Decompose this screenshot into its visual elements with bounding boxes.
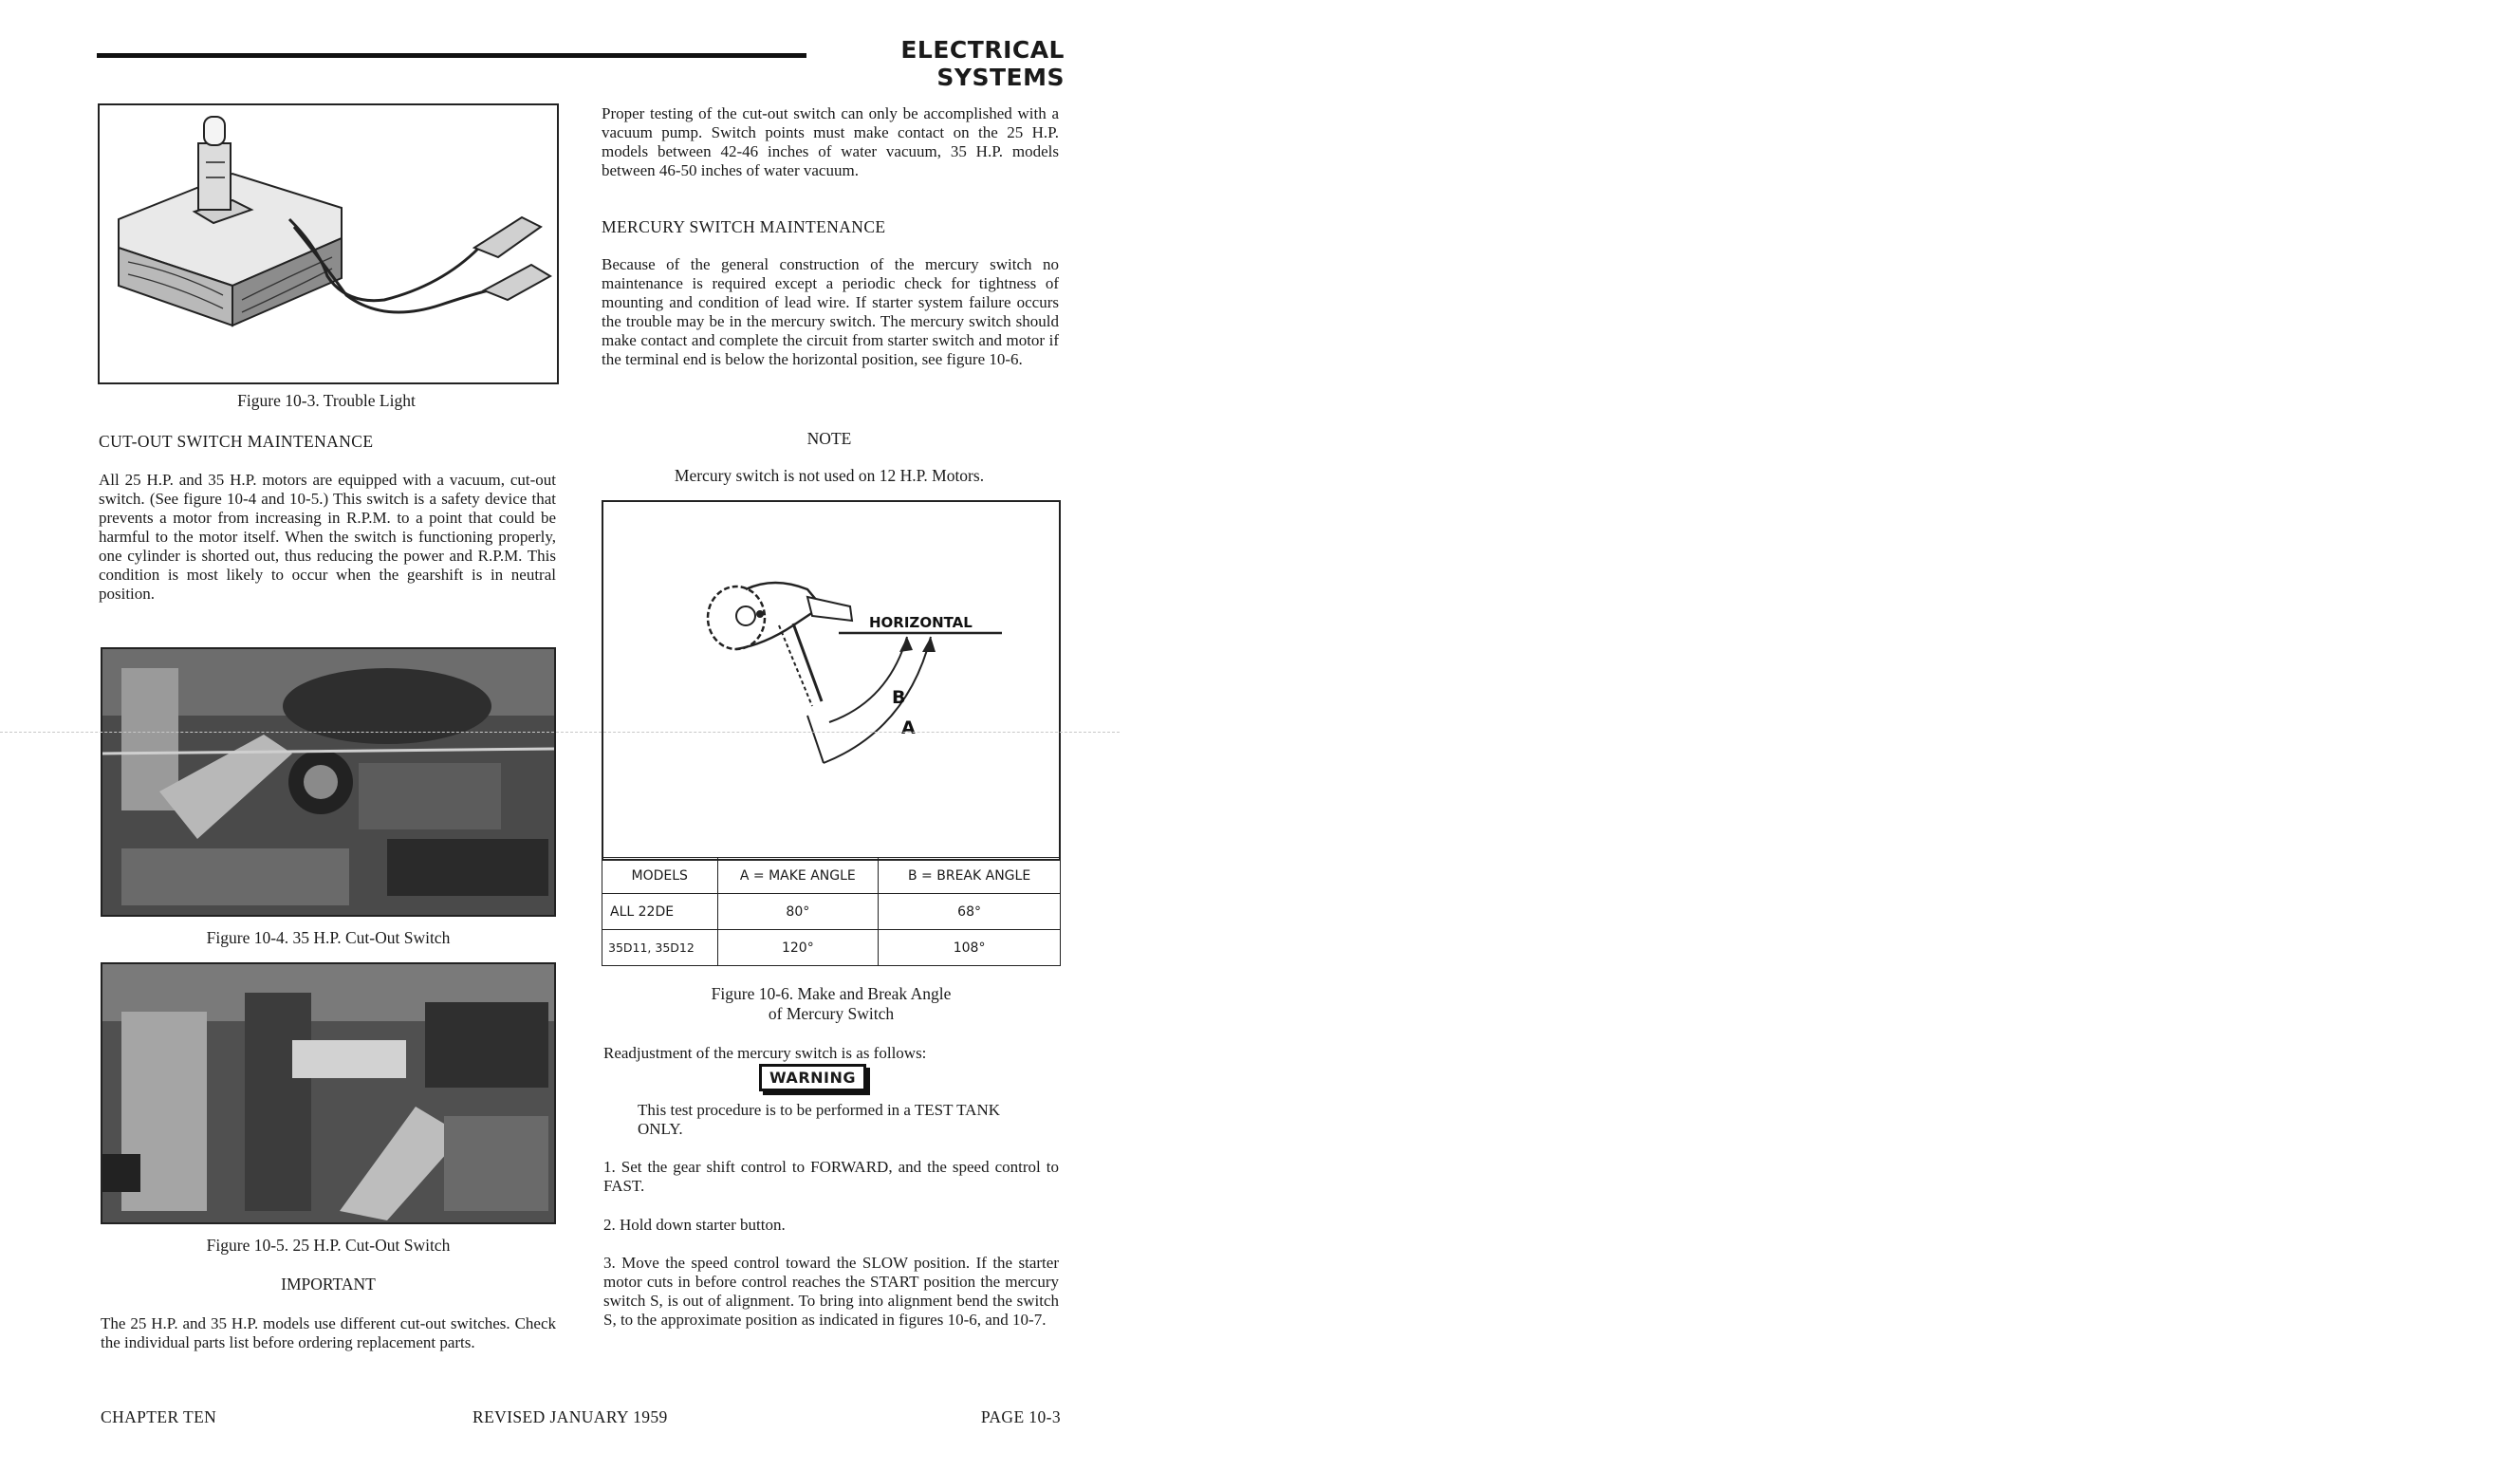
figure-10-6-caption-line2: of Mercury Switch bbox=[768, 1004, 895, 1023]
mercury-switch-paragraph: Because of the general construction of the mercury switch no maintenance is required except a periodic check for tightness of mounting and condition of lead wire. If starter system failure occurs the trouble may be in the mercury switch. The mercury switch should make contact and complete the circuit from starter switch and motor if the terminal end is below the horizontal position, see figure 10-6. bbox=[602, 255, 1059, 368]
table-header-models: MODELS bbox=[602, 858, 718, 894]
table-cell-break-angle: 108° bbox=[879, 930, 1061, 966]
header-rule bbox=[97, 53, 806, 58]
figure-10-4-photo bbox=[101, 647, 556, 917]
table-row bbox=[602, 894, 1061, 930]
scan-fold-line bbox=[0, 732, 1120, 733]
table-header-break-angle: B = BREAK ANGLE bbox=[879, 858, 1061, 894]
table-header-row bbox=[602, 858, 1061, 894]
step-2: 2. Hold down starter button. bbox=[603, 1216, 786, 1234]
warning-text: This test procedure is to be performed in a TEST TANK ONLY. bbox=[638, 1101, 1001, 1138]
table-cell-make-angle: 120° bbox=[717, 930, 879, 966]
section-title: ELECTRICAL SYSTEMS bbox=[900, 36, 1065, 91]
figure-10-5-caption: Figure 10-5. 25 H.P. Cut-Out Switch bbox=[206, 1236, 451, 1255]
table-row bbox=[602, 930, 1061, 966]
make-break-angle-table bbox=[602, 857, 1061, 966]
trouble-light-illustration bbox=[100, 105, 557, 382]
horizontal-label: HORIZONTAL bbox=[869, 614, 973, 631]
table-cell-break-angle: 68° bbox=[879, 894, 1061, 930]
footer-chapter: CHAPTER TEN bbox=[101, 1407, 217, 1426]
important-text: The 25 H.P. and 35 H.P. models use different cut-out switches. Check the individual parts list before ordering replacement parts. bbox=[101, 1314, 556, 1351]
figure-10-3-trouble-light bbox=[98, 103, 559, 384]
cutout-switch-heading: CUT-OUT SWITCH MAINTENANCE bbox=[99, 432, 374, 451]
footer-revised: REVISED JANUARY 1959 bbox=[472, 1407, 668, 1426]
figure-10-6-diagram bbox=[602, 500, 1061, 861]
cut-out-switch-35hp-photo bbox=[102, 649, 554, 915]
note-heading: NOTE bbox=[806, 429, 852, 448]
testing-paragraph: Proper testing of the cut-out switch can only be accomplished with a vacuum pump. Switch points must make contact on the 25 H.P. models between 42-46 inches of water vacuum, 35 H.P. models between 46-50 inches of water vacuum. bbox=[602, 104, 1059, 179]
table-cell-model: ALL 22DE bbox=[602, 894, 718, 930]
note-text: Mercury switch is not used on 12 H.P. Motors. bbox=[674, 466, 985, 485]
figure-10-6-caption-line1: Figure 10-6. Make and Break Angle bbox=[711, 984, 952, 1003]
warning-badge: WARNING bbox=[759, 1064, 866, 1091]
cut-out-switch-25hp-photo bbox=[102, 964, 554, 1222]
footer-page: PAGE 10-3 bbox=[980, 1407, 1061, 1426]
step-3: 3. Move the speed control toward the SLOW position. If the starter motor cuts in before control reaches the START position the mercury switch S, is out of alignment. To bring into alignment bend the switch S, to the approximate position as indicated in figures 10-6, and 10-7. bbox=[603, 1254, 1059, 1329]
cutout-switch-paragraph: All 25 H.P. and 35 H.P. motors are equipped with a vacuum, cut-out switch. (See figure 10-4 and 10-5.) This switch is a safety device that prevents a motor from increasing in R.P.M. to a point that could be harmful to the motor itself. When the switch is functioning properly, one cylinder is shorted out, thus reducing the power and R.P.M. This condition is most likely to occur when the gearshift is in neutral position. bbox=[99, 471, 556, 603]
table-header-make-angle: A = MAKE ANGLE bbox=[717, 858, 879, 894]
figure-10-5-photo bbox=[101, 962, 556, 1224]
table-cell-model: 35D11, 35D12 bbox=[602, 930, 718, 966]
table-cell-make-angle: 80° bbox=[717, 894, 879, 930]
readjustment-text: Readjustment of the mercury switch is as follows: bbox=[603, 1044, 927, 1062]
make-break-angle-diagram bbox=[603, 502, 1059, 859]
mercury-switch-heading: MERCURY SWITCH MAINTENANCE bbox=[602, 217, 886, 236]
important-heading: IMPORTANT bbox=[281, 1275, 376, 1294]
figure-10-4-caption: Figure 10-4. 35 H.P. Cut-Out Switch bbox=[206, 928, 451, 947]
angle-b-label: B bbox=[892, 687, 906, 708]
angle-a-label: A bbox=[901, 717, 916, 738]
figure-10-3-caption: Figure 10-3. Trouble Light bbox=[237, 391, 416, 410]
step-1: 1. Set the gear shift control to FORWARD, and the speed control to FAST. bbox=[603, 1158, 1059, 1195]
